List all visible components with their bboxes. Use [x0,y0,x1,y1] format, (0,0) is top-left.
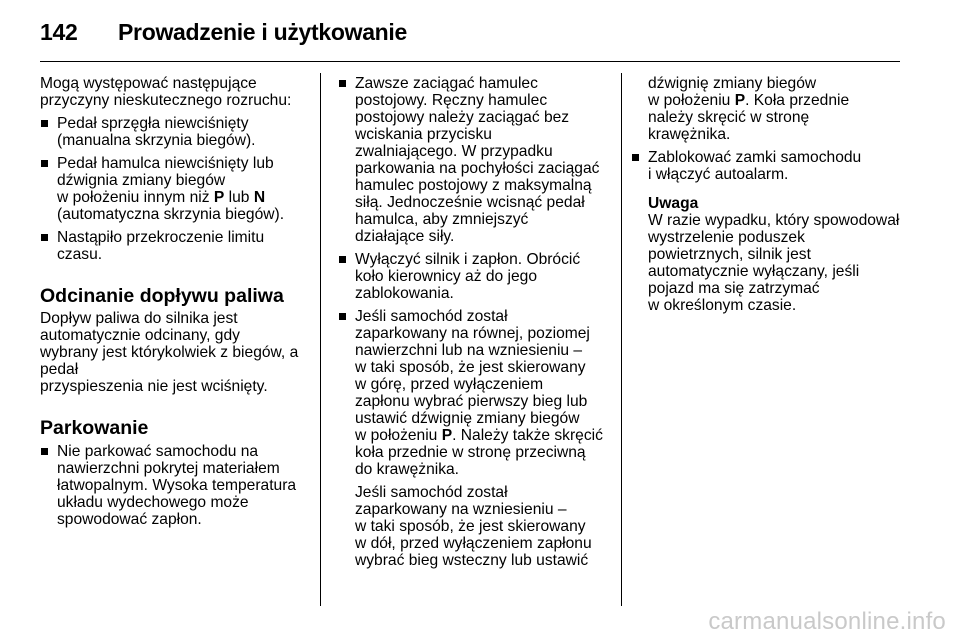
section-heading: Parkowanie [40,417,149,439]
list-item: Jeśli samochód został zaparkowany na równej, poziomej nawierzchni lub na wzniesieniu – w taki sposób, że jest skierowany w górę, przed wyłączeniem zapłonu wybrać pierwszy bieg lub ustawić dźwignię zmiany biegów w położeniu P. Należy także skręcić koła przednie w stronę przeciwną do krawężnika. [338,308,614,478]
note-box [631,195,911,314]
section-heading: Odcinanie dopływu paliwa [40,285,284,307]
bullet-square-icon [339,256,346,263]
gear-p-label: P [213,189,225,206]
column-divider-1 [320,73,321,606]
gear-p-label: P [441,427,453,444]
column-1 [40,75,312,528]
column-divider-2 [621,73,622,606]
bullet-square-icon [339,80,346,87]
list-item: Pedał sprzęgła niewciśnięty (manualna skrzynia biegów). [40,115,312,149]
column-2 [338,75,614,569]
page-title: Prowadzenie i użytkowanie [118,18,408,45]
list-item: Zawsze zaciągać hamulec postojowy. Ręczny hamulec postojowy należy zaciągać bez wciskania przycisku zwalniającego. W przypadku parkowania na pochyłości zaciągać hamulec postojowy z maksymalną siłą. Jednocześnie wcisnąć pedał hamulca, aby zmniejszyć działające siły. [338,75,614,245]
bullet-square-icon [339,313,346,320]
list-item: Wyłączyć silnik i zapłon. Obrócić koło kierownicy aż do jego zablokowania. [338,251,614,302]
bullet-square-icon [41,120,48,127]
gear-p-label: P [734,92,746,109]
list-item: Pedał hamulca niewciśnięty lub dźwignia zmiany biegów w położeniu innym niż P lub N (automatyczna skrzynia biegów). [40,155,312,223]
paragraph: Dopływ paliwa do silnika jest automatycznie odcinany, gdy wybrany jest którykolwiek z biegów, a pedał przyspieszenia nie jest wciśnięty. [40,310,299,395]
bullet-square-icon [41,234,48,241]
column-3 [631,75,911,314]
paragraph: Jeśli samochód został zaparkowany na wzniesieniu – w taki sposób, że jest skierowany w dół, przed wyłączeniem zapłonu wybrać bieg wsteczny lub ustawić [355,484,592,569]
intro-text: Mogą występować następujące przyczyny nieskutecznego rozruchu: [40,75,292,109]
watermark: carmanualsonline.info [708,608,946,635]
paragraph: dźwignię zmiany biegów w położeniu P. Koła przednie należy skręcić w stronę krawężnika. [648,75,850,143]
bullet-square-icon [632,154,639,161]
list-item: Zablokować zamki samochodu i włączyć autoalarm. [631,149,911,183]
bullet-square-icon [41,448,48,455]
list-item: Nastąpiło przekroczenie limitu czasu. [40,229,312,263]
bullet-square-icon [41,160,48,167]
header-rule [40,61,900,62]
note-title: Uwaga [648,195,699,212]
page-number: 142 [40,18,78,45]
page-header [40,14,407,50]
list-item: Nie parkować samochodu na nawierzchni pokrytej materiałem łatwopalnym. Wysoka temperatura układu wydechowego może spowodować zapłon. [40,443,312,528]
note-text: W razie wypadku, który spowodował wystrzelenie poduszek powietrznych, silnik jest automatycznie wyłączany, jeśli pojazd ma się zatrzymać w określonym czasie. [648,212,900,314]
gear-n-label: N [253,189,266,206]
